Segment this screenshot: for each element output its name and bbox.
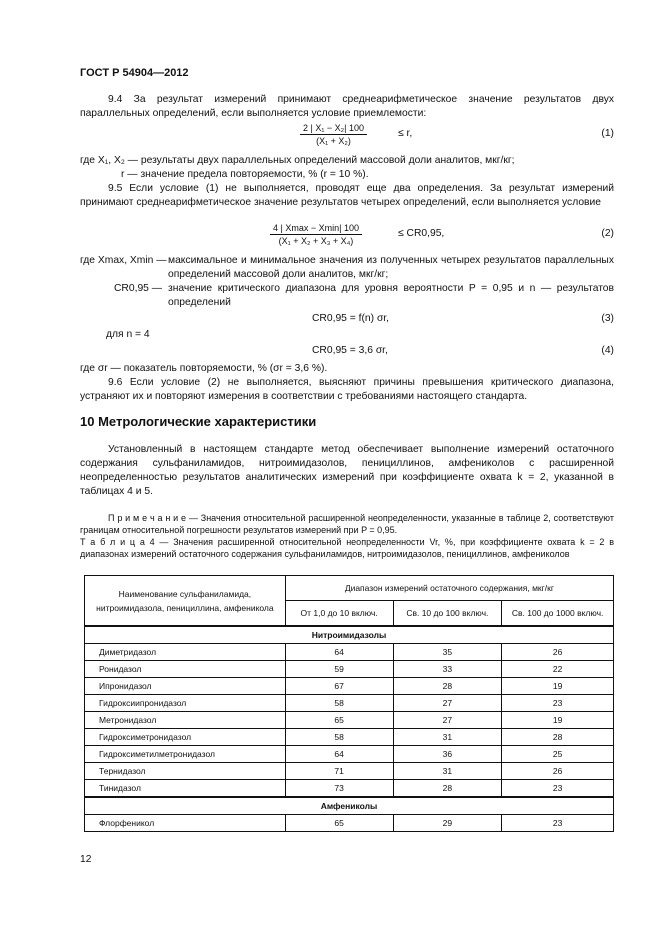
value-cell: 23 [502, 695, 614, 712]
formula-4-number: (4) [601, 345, 614, 356]
section-heading: 10 Метрологические характеристики [80, 414, 317, 429]
value-cell: 35 [393, 644, 502, 661]
value-cell: 58 [285, 695, 393, 712]
note [80, 512, 614, 536]
table-row [85, 815, 614, 832]
where-x1-x2: где X₁, X₂ — результаты двух параллельных определений массовой доли аналитов, мкг/кг; [80, 155, 515, 166]
note-text: Значения относительной расширенной неопределенности, указанные в таблице 2, соответствуют границам относительной погрешности результатов измерений при P = 0,95. [80, 513, 614, 535]
header-col-2: Св. 10 до 100 включ. [393, 601, 502, 627]
value-cell: 25 [502, 746, 614, 763]
value-cell: 33 [393, 661, 502, 678]
table-row [85, 746, 614, 763]
formula-2-number: (2) [601, 228, 614, 239]
value-cell: 23 [502, 815, 614, 832]
paragraph-9-6: 9.6 Если условие (2) не выполняется, выясняют причины превышения критического диапазона, устраняют их и повторяют измерения в соответствии с требованиями настоящего стандарта. [80, 377, 614, 402]
header-range: Диапазон измерений остаточного содержания, мкг/кг [285, 576, 613, 601]
substance-name: Диметридазол [85, 644, 286, 661]
value-cell: 26 [502, 763, 614, 780]
where-cr: значение критического диапазона для уровня вероятности P = 0,95 и n — результатов определений [168, 283, 614, 308]
substance-name: Ипронидазол [85, 678, 286, 695]
value-cell: 64 [285, 644, 393, 661]
value-cell: 59 [285, 661, 393, 678]
standard-header: ГОСТ Р 54904—2012 [80, 67, 189, 79]
substance-name: Гидроксиметилметронидазол [85, 746, 286, 763]
table-group-row [85, 797, 614, 815]
formula-3-text: CR0,95 = f(n) σr, [312, 313, 390, 324]
formula-2-rhs: ≤ CR0,95, [398, 228, 445, 239]
formula-4-text: CR0,95 = 3,6 σr, [312, 345, 388, 356]
paragraph-9-4: 9.4 За результат измерений принимают среднеарифметическое значение результатов двух параллельных определений, если выполняется условие приемлемости: [80, 94, 614, 119]
substance-name: Тернидазол [85, 763, 286, 780]
header-col-3: Св. 100 до 1000 включ. [502, 601, 614, 627]
value-cell: 22 [502, 661, 614, 678]
table-row [85, 763, 614, 780]
table-4 [84, 575, 614, 832]
table-row [85, 644, 614, 661]
substance-name: Гидроксиметронидазол [85, 729, 286, 746]
substance-name: Ронидазол [85, 661, 286, 678]
value-cell: 36 [393, 746, 502, 763]
substance-name: Метронидазол [85, 712, 286, 729]
table-group-row [85, 626, 614, 644]
value-cell: 23 [502, 780, 614, 798]
page-number: 12 [80, 854, 92, 865]
header-name: Наименование сульфаниламида, нитроимидазола, пенициллина, амфеникола [85, 576, 286, 627]
where-sigma: где σr — показатель повторяемости, % (σr = 3,6 %). [80, 363, 328, 374]
table-row [85, 678, 614, 695]
formula-2 [80, 222, 614, 252]
value-cell: 31 [393, 729, 502, 746]
substance-name: Флорфеникол [85, 815, 286, 832]
paragraph-10: Установленный в настоящем стандарте метод обеспечивает выполнение измерений остаточного содержания сульфаниламидов, нитроимидазолов, пенициллинов, амфениколов с расширенной неопределенностью результатов аналитических измерений при коэффициенте охвата k = 2, указанной в таблицах 4 и 5. [80, 444, 614, 497]
value-cell: 29 [393, 815, 502, 832]
value-cell: 19 [502, 678, 614, 695]
formula-2-numerator: 4 | Xmax − Xmin| 100 [270, 222, 362, 235]
table-caption-label: Т а б л и ц а 4 — [80, 537, 169, 547]
substance-name: Тинидазол [85, 780, 286, 798]
value-cell: 31 [393, 763, 502, 780]
value-cell: 28 [393, 780, 502, 798]
value-cell: 58 [285, 729, 393, 746]
substance-name: Гидроксиипронидазол [85, 695, 286, 712]
formula-1 [80, 122, 614, 152]
value-cell: 27 [393, 695, 502, 712]
where-r: r — значение предела повторяемости, % (r = 10 %). [121, 169, 369, 180]
header-col-1: От 1,0 до 10 включ. [285, 601, 393, 627]
value-cell: 71 [285, 763, 393, 780]
formula-1-numerator: 2 | X₁ − X₂| 100 [300, 122, 367, 135]
table-caption-text: Значения расширенной относительной неопределенности Vr, %, при коэффициенте охвата k = 2 в диапазонах измерений остаточного содержания сульфаниламидов, нитроимидазолов, пенициллинов, амфениколов [80, 537, 614, 559]
for-n-4: для n = 4 [106, 329, 150, 340]
where-cr-term: CR0,95 — [114, 283, 163, 294]
table-row [85, 695, 614, 712]
table-caption [80, 536, 614, 560]
formula-2-denominator: (X₁ + X₂ + X₃ + X₄) [278, 236, 354, 246]
value-cell: 27 [393, 712, 502, 729]
where-xmax: максимальное и минимальное значения из полученных четырех результатов параллельных определений массовой доли аналитов, мкг/кг; [168, 255, 614, 280]
value-cell: 64 [285, 746, 393, 763]
group-name: Нитроимидазолы [85, 626, 614, 644]
table-row [85, 729, 614, 746]
paragraph-9-5: 9.5 Если условие (1) не выполняется, проводят еще два определения. За результат измерений принимают среднеарифметическое значение результатов четырех определений, если выполняется условие [80, 183, 614, 208]
value-cell: 65 [285, 712, 393, 729]
formula-3-number: (3) [601, 313, 614, 324]
value-cell: 28 [502, 729, 614, 746]
value-cell: 19 [502, 712, 614, 729]
table-row [85, 712, 614, 729]
note-label: П р и м е ч а н и е — [108, 513, 198, 523]
value-cell: 26 [502, 644, 614, 661]
formula-1-rhs: ≤ r, [398, 128, 413, 139]
formula-1-number: (1) [601, 128, 614, 139]
where-xmax-term: где Xmax, Xmin — [80, 255, 167, 266]
value-cell: 67 [285, 678, 393, 695]
table-row [85, 661, 614, 678]
value-cell: 73 [285, 780, 393, 798]
value-cell: 65 [285, 815, 393, 832]
value-cell: 28 [393, 678, 502, 695]
group-name: Амфениколы [85, 797, 614, 815]
table-row [85, 780, 614, 798]
formula-1-denominator: (X₁ + X₂) [316, 136, 351, 146]
